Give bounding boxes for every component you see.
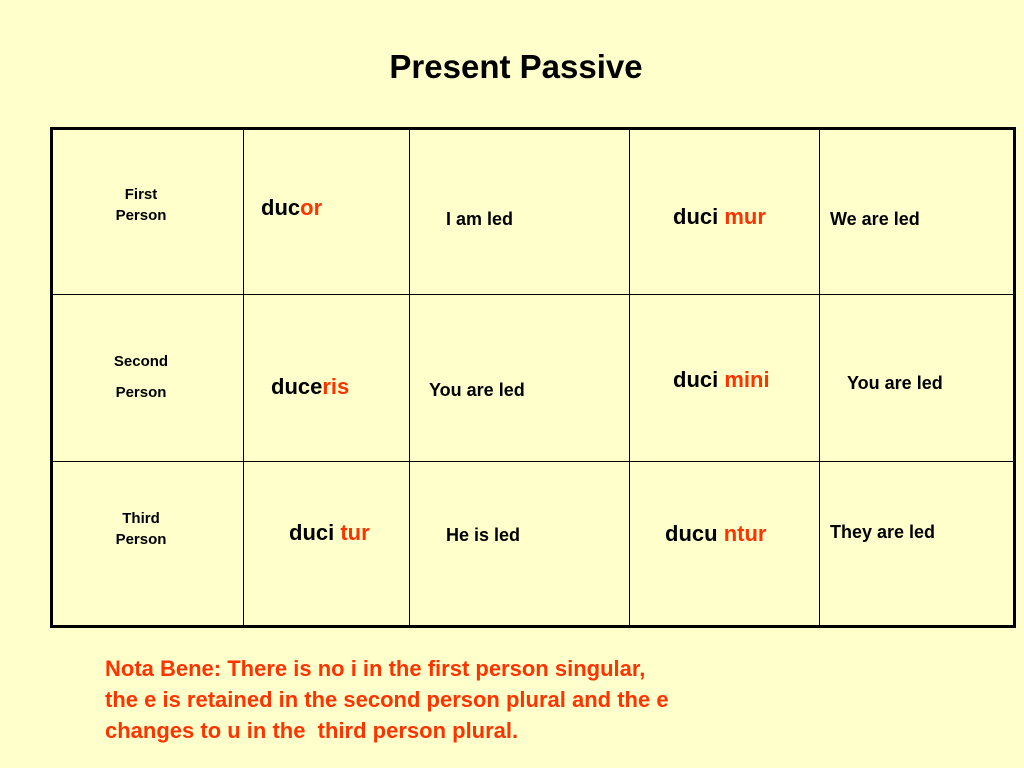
nota-bene-note [105, 653, 905, 746]
verb-stem: ducu [665, 521, 718, 546]
verb-stem: duci [673, 204, 719, 229]
row-label-third-person [100, 508, 182, 550]
singular-translation: I am led [446, 209, 514, 229]
row-label-second-person [100, 346, 182, 408]
verb-ending: mur [724, 204, 766, 229]
verb-ending: ris [322, 374, 350, 399]
row-label-first-person [100, 184, 182, 226]
plural-form [673, 367, 770, 393]
singular-translation: He is led [446, 525, 521, 545]
verb-stem: duci [673, 367, 719, 392]
row-label-line: Second [113, 353, 169, 370]
verb-stem: duc [261, 195, 301, 220]
verb-ending: ntur [723, 521, 767, 546]
singular-form [261, 195, 322, 221]
verb-ending: tur [340, 520, 370, 545]
singular-translation: You are led [429, 380, 525, 400]
plural-translation: You are led [847, 373, 943, 393]
singular-form [289, 520, 370, 546]
row-label-line: Third [122, 510, 160, 527]
singular-form [271, 374, 349, 400]
row-label-line: Person [115, 531, 167, 548]
plural-translation: We are led [830, 209, 920, 229]
verb-stem: duci [289, 520, 335, 545]
row-divider [50, 294, 1016, 295]
column-divider [409, 127, 410, 628]
plural-form [673, 204, 766, 230]
row-label-line: Person [115, 384, 167, 401]
note-line: the e is retained in the second person plural and the e [105, 687, 669, 712]
row-label-line: First [124, 186, 158, 203]
plural-form [665, 521, 766, 547]
verb-ending: mini [724, 367, 770, 392]
column-divider [819, 127, 820, 628]
column-divider [243, 127, 244, 628]
note-line: Nota Bene: There is no i in the first person singular, [105, 656, 646, 681]
row-divider [50, 461, 1016, 462]
verb-stem: duce [271, 374, 323, 399]
slide-title: Present Passive [389, 48, 643, 85]
plural-translation: They are led [830, 522, 936, 542]
column-divider [629, 127, 630, 628]
row-label-line: Person [115, 207, 167, 224]
verb-ending: or [300, 195, 323, 220]
note-line: changes to u in the third person plural. [105, 718, 519, 743]
